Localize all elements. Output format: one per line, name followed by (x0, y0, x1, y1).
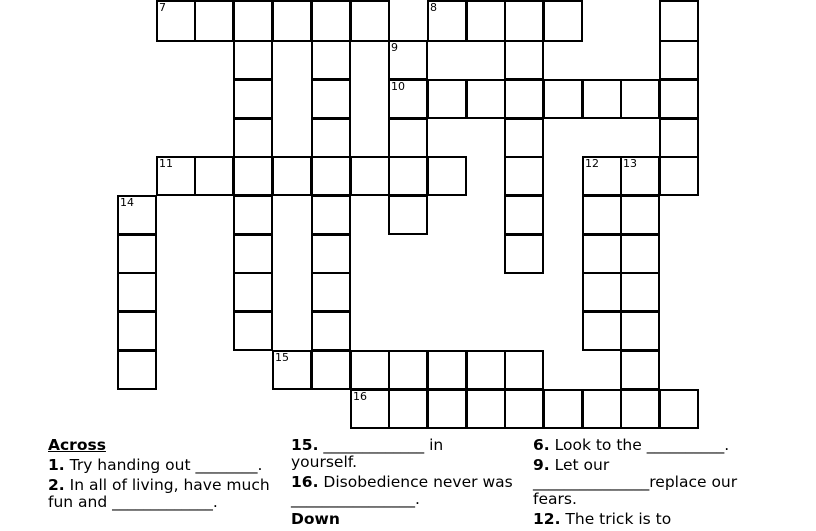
grid-cell[interactable] (582, 79, 622, 119)
grid-cell[interactable] (504, 234, 544, 274)
clue-text: Disobedience never was ________________. (291, 473, 513, 508)
clue-number: 14 (120, 196, 134, 209)
grid-cell[interactable] (233, 234, 273, 274)
grid-cell[interactable] (659, 0, 699, 42)
grid-cell[interactable] (504, 79, 544, 119)
clue-text: Try handing out ________. (69, 456, 263, 474)
grid-cell[interactable] (311, 118, 351, 158)
grid-cell[interactable] (233, 0, 273, 42)
grid-cell[interactable] (427, 156, 467, 196)
grid-cell[interactable] (620, 195, 660, 235)
grid-cell[interactable] (388, 195, 428, 235)
grid-cell[interactable] (117, 195, 157, 235)
grid-cell[interactable] (659, 118, 699, 158)
grid-cell[interactable] (311, 234, 351, 274)
clue-number: 10 (391, 80, 405, 93)
grid-cell[interactable] (272, 156, 312, 196)
grid-cell[interactable] (427, 389, 467, 429)
grid-cell[interactable] (504, 40, 544, 80)
grid-cell[interactable] (388, 118, 428, 158)
grid-cell[interactable] (620, 79, 660, 119)
clue-1 (48, 457, 280, 474)
clue-number: 9. (533, 456, 550, 474)
grid-cell[interactable] (311, 0, 351, 42)
grid-cell[interactable] (582, 272, 622, 312)
clue-number: 7 (159, 1, 166, 14)
grid-cell[interactable] (620, 311, 660, 351)
grid-cell[interactable] (620, 272, 660, 312)
grid-cell[interactable] (620, 234, 660, 274)
clue-9 (533, 457, 773, 508)
grid-cell[interactable] (659, 389, 699, 429)
grid-cell[interactable] (582, 156, 622, 196)
grid-cell[interactable] (233, 272, 273, 312)
clue-number: 9 (391, 41, 398, 54)
grid-cell[interactable] (194, 0, 234, 42)
grid-cell[interactable] (311, 156, 351, 196)
grid-cell[interactable] (233, 40, 273, 80)
grid-cell[interactable] (504, 195, 544, 235)
grid-cell[interactable] (466, 389, 506, 429)
clues-column-3 (533, 437, 773, 531)
grid-cell[interactable] (350, 0, 390, 42)
grid-cell[interactable] (233, 311, 273, 351)
grid-cell[interactable] (504, 156, 544, 196)
clue-number: 2. (48, 476, 65, 494)
clue-number: 15. (291, 436, 319, 454)
grid-cell[interactable] (311, 350, 351, 390)
grid-cell[interactable] (311, 195, 351, 235)
grid-cell[interactable] (466, 0, 506, 42)
grid-cell[interactable] (543, 0, 583, 42)
grid-cell[interactable] (194, 156, 234, 196)
grid-cell[interactable] (504, 0, 544, 42)
clue-16 (291, 474, 513, 508)
grid-cell[interactable] (350, 350, 390, 390)
clue-12 (533, 511, 773, 528)
grid-cell[interactable] (427, 0, 467, 42)
clue-number: 12 (585, 157, 599, 170)
clue-text: The trick is to (565, 510, 672, 528)
grid-cell[interactable] (388, 389, 428, 429)
grid-cell[interactable] (233, 195, 273, 235)
clue-number: 6. (533, 436, 550, 454)
grid-cell[interactable] (233, 156, 273, 196)
grid-cell[interactable] (466, 350, 506, 390)
grid-cell[interactable] (117, 311, 157, 351)
clue-number: 15 (275, 351, 289, 364)
grid-cell[interactable] (311, 40, 351, 80)
grid-cell[interactable] (117, 272, 157, 312)
across-heading: Across (48, 436, 106, 454)
grid-cell[interactable] (582, 311, 622, 351)
grid-cell[interactable] (388, 79, 428, 119)
grid-cell[interactable] (582, 234, 622, 274)
clue-text: Look to the __________. (554, 436, 730, 454)
grid-cell[interactable] (504, 389, 544, 429)
grid-cell[interactable] (582, 389, 622, 429)
clue-number: 16 (353, 390, 367, 403)
grid-cell[interactable] (388, 156, 428, 196)
grid-cell[interactable] (582, 195, 622, 235)
clues-column-2 (291, 437, 513, 531)
grid-cell[interactable] (311, 272, 351, 312)
grid-cell[interactable] (311, 311, 351, 351)
grid-cell[interactable] (504, 118, 544, 158)
grid-cell[interactable] (156, 156, 196, 196)
grid-cell[interactable] (350, 389, 390, 429)
grid-cell[interactable] (350, 156, 390, 196)
grid-cell[interactable] (543, 389, 583, 429)
clue-text: In all of living, have much fun and _____________. (48, 476, 270, 511)
grid-cell[interactable] (466, 79, 506, 119)
grid-cell[interactable] (659, 40, 699, 80)
clue-6 (533, 437, 773, 454)
grid-cell[interactable] (233, 118, 273, 158)
down-heading: Down (291, 510, 340, 528)
grid-cell[interactable] (504, 350, 544, 390)
clue-15 (291, 437, 513, 471)
clue-number: 11 (159, 157, 173, 170)
clue-number: 1. (48, 456, 65, 474)
grid-cell[interactable] (543, 79, 583, 119)
grid-cell[interactable] (388, 350, 428, 390)
grid-cell[interactable] (272, 350, 312, 390)
grid-cell[interactable] (427, 79, 467, 119)
clue-text: Let our _______________replace our fears. (533, 456, 738, 508)
clue-2 (48, 477, 280, 511)
grid-cell[interactable] (388, 40, 428, 80)
grid-cell[interactable] (272, 0, 312, 42)
clue-number: 16. (291, 473, 319, 491)
grid-cell[interactable] (620, 156, 660, 196)
grid-cell[interactable] (117, 234, 157, 274)
grid-cell[interactable] (311, 79, 351, 119)
grid-cell[interactable] (233, 79, 273, 119)
clue-number: 8 (430, 1, 437, 14)
clue-number: 12. (533, 510, 561, 528)
grid-cell[interactable] (427, 350, 467, 390)
grid-cell[interactable] (659, 79, 699, 119)
clue-text: _____________ in yourself. (291, 436, 444, 471)
grid-cell[interactable] (659, 156, 699, 196)
clues-column-1 (48, 437, 280, 514)
grid-cell[interactable] (156, 0, 196, 42)
grid-cell[interactable] (620, 389, 660, 429)
grid-cell[interactable] (117, 350, 157, 390)
clue-number: 13 (623, 157, 637, 170)
grid-cell[interactable] (620, 350, 660, 390)
